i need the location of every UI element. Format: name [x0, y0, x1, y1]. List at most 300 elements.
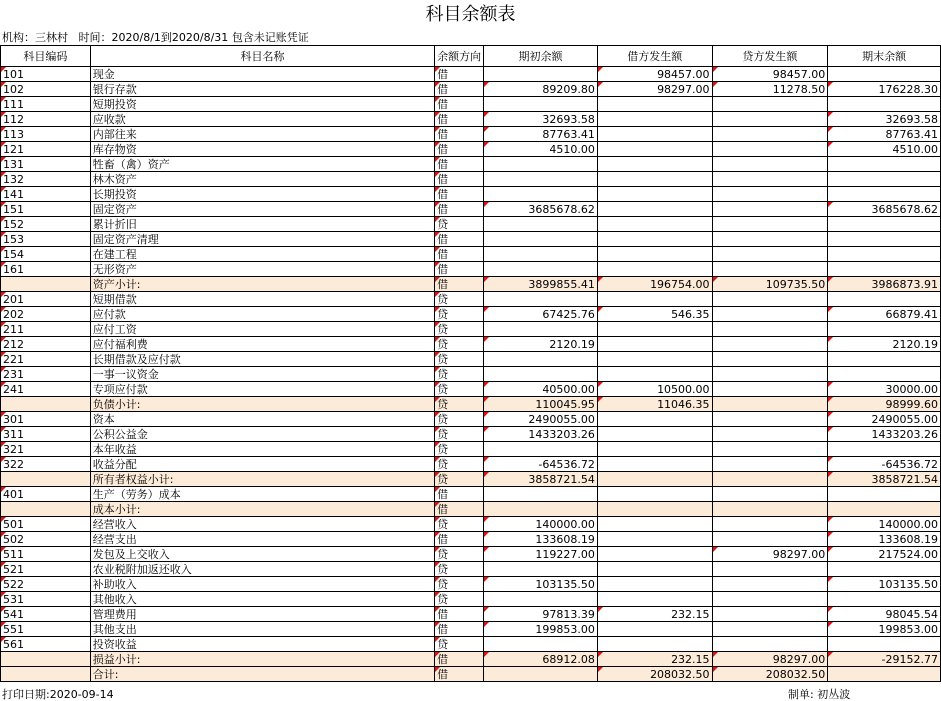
subtotal-row	[1, 652, 941, 667]
cell-name: 资产小计:	[90, 277, 434, 292]
cell-opening: 119227.00	[484, 547, 598, 562]
cell-direction: 贷	[435, 322, 484, 337]
cell-code: 322	[1, 457, 91, 472]
cell-closing	[828, 352, 941, 367]
cell-closing: 2120.19	[828, 337, 941, 352]
table-row	[1, 262, 941, 277]
cell-closing: 217524.00	[828, 547, 941, 562]
cell-credit	[712, 112, 828, 127]
cell-credit	[712, 622, 828, 637]
cell-direction: 贷	[435, 472, 484, 487]
cell-opening	[484, 487, 598, 502]
cell-debit	[597, 427, 712, 442]
cell-code: 541	[1, 607, 91, 622]
cell-name: 应付福利费	[90, 337, 434, 352]
table-row	[1, 517, 941, 532]
total-row	[1, 667, 941, 682]
cell-closing: 32693.58	[828, 112, 941, 127]
cell-name: 负债小计:	[90, 397, 434, 412]
cell-opening	[484, 352, 598, 367]
cell-debit	[597, 337, 712, 352]
cell-code: 401	[1, 487, 91, 502]
cell-credit	[712, 367, 828, 382]
subtotal-row	[1, 277, 941, 292]
time-label: 时间：	[78, 31, 112, 44]
cell-direction: 借	[435, 112, 484, 127]
table-row	[1, 322, 941, 337]
col-header-opening: 期初余额	[484, 46, 598, 67]
cell-closing: 176228.30	[828, 82, 941, 97]
cell-credit: 109735.50	[712, 277, 828, 292]
cell-closing	[828, 367, 941, 382]
cell-credit	[712, 127, 828, 142]
cell-code: 241	[1, 382, 91, 397]
cell-code: 112	[1, 112, 91, 127]
cell-debit	[597, 637, 712, 652]
cell-code: 501	[1, 517, 91, 532]
cell-debit	[597, 562, 712, 577]
cell-name: 合计:	[90, 667, 434, 682]
cell-direction: 借	[435, 502, 484, 517]
table-row	[1, 532, 941, 547]
print-date	[2, 688, 114, 701]
cell-closing	[828, 187, 941, 202]
cell-opening	[484, 217, 598, 232]
cell-opening: 40500.00	[484, 382, 598, 397]
cell-opening	[484, 97, 598, 112]
cell-credit	[712, 577, 828, 592]
cell-direction: 贷	[435, 382, 484, 397]
cell-debit	[597, 547, 712, 562]
cell-credit	[712, 217, 828, 232]
table-row	[1, 172, 941, 187]
cell-closing	[828, 217, 941, 232]
cell-code: 113	[1, 127, 91, 142]
cell-code: 521	[1, 562, 91, 577]
table-row	[1, 337, 941, 352]
cell-opening	[484, 262, 598, 277]
cell-credit	[712, 457, 828, 472]
cell-credit: 98297.00	[712, 547, 828, 562]
cell-debit	[597, 217, 712, 232]
cell-closing: 199853.00	[828, 622, 941, 637]
cell-direction: 贷	[435, 592, 484, 607]
cell-code: 102	[1, 82, 91, 97]
cell-debit: 11046.35	[597, 397, 712, 412]
cell-name: 投资收益	[90, 637, 434, 652]
org-value: 三林村	[35, 31, 68, 44]
cell-debit	[597, 292, 712, 307]
cell-name: 农业税附加返还收入	[90, 562, 434, 577]
table-row	[1, 217, 941, 232]
cell-name: 其他支出	[90, 622, 434, 637]
cell-credit	[712, 502, 828, 517]
col-header-credit: 贷方发生额	[712, 46, 828, 67]
cell-direction: 借	[435, 142, 484, 157]
cell-opening	[484, 232, 598, 247]
cell-name: 长期借款及应付款	[90, 352, 434, 367]
cell-closing: 4510.00	[828, 142, 941, 157]
cell-credit	[712, 532, 828, 547]
subtotal-row	[1, 472, 941, 487]
cell-name: 应付款	[90, 307, 434, 322]
cell-code: 231	[1, 367, 91, 382]
subtotal-row	[1, 502, 941, 517]
cell-credit	[712, 427, 828, 442]
cell-closing	[828, 637, 941, 652]
cell-credit	[712, 442, 828, 457]
cell-closing	[828, 67, 941, 82]
cell-code: 551	[1, 622, 91, 637]
cell-direction: 借	[435, 247, 484, 262]
subtotal-row	[1, 397, 941, 412]
cell-credit	[712, 232, 828, 247]
cell-opening	[484, 562, 598, 577]
cell-name: 固定资产	[90, 202, 434, 217]
maker-value: 初丛波	[817, 688, 851, 701]
cell-direction: 借	[435, 262, 484, 277]
cell-credit: 11278.50	[712, 82, 828, 97]
cell-debit	[597, 472, 712, 487]
cell-direction: 借	[435, 187, 484, 202]
cell-direction: 贷	[435, 637, 484, 652]
table-row	[1, 442, 941, 457]
maker	[788, 688, 850, 701]
report-meta	[2, 31, 309, 45]
cell-closing: 133608.19	[828, 532, 941, 547]
cell-closing	[828, 97, 941, 112]
cell-direction: 借	[435, 607, 484, 622]
cell-code: 522	[1, 577, 91, 592]
table-row	[1, 157, 941, 172]
cell-closing: 66879.41	[828, 307, 941, 322]
cell-debit: 232.15	[597, 652, 712, 667]
cell-debit	[597, 622, 712, 637]
cell-code: 161	[1, 262, 91, 277]
col-header-closing: 期末余额	[828, 46, 941, 67]
cell-closing: 98999.60	[828, 397, 941, 412]
cell-credit: 98297.00	[712, 652, 828, 667]
cell-code: 221	[1, 352, 91, 367]
cell-opening	[484, 292, 598, 307]
cell-opening: 3858721.54	[484, 472, 598, 487]
cell-direction: 借	[435, 172, 484, 187]
cell-closing: 3986873.91	[828, 277, 941, 292]
cell-name: 专项应付款	[90, 382, 434, 397]
cell-opening	[484, 187, 598, 202]
cell-debit: 232.15	[597, 607, 712, 622]
cell-debit	[597, 322, 712, 337]
table-row	[1, 367, 941, 382]
table-row	[1, 592, 941, 607]
cell-debit: 208032.50	[597, 667, 712, 682]
cell-credit	[712, 637, 828, 652]
cell-code: 152	[1, 217, 91, 232]
org-label: 机构：	[2, 31, 35, 44]
cell-debit	[597, 352, 712, 367]
col-header-code: 科目编码	[1, 46, 91, 67]
cell-code: 132	[1, 172, 91, 187]
cell-code: 502	[1, 532, 91, 547]
table-row	[1, 202, 941, 217]
cell-debit	[597, 202, 712, 217]
cell-debit	[597, 517, 712, 532]
cell-closing: 2490055.00	[828, 412, 941, 427]
col-header-direction: 余额方向	[435, 46, 484, 67]
cell-debit	[597, 412, 712, 427]
cell-debit	[597, 577, 712, 592]
cell-opening: 32693.58	[484, 112, 598, 127]
cell-opening	[484, 157, 598, 172]
cell-debit	[597, 97, 712, 112]
cell-direction: 借	[435, 202, 484, 217]
cell-credit	[712, 292, 828, 307]
cell-credit	[712, 97, 828, 112]
cell-opening: 67425.76	[484, 307, 598, 322]
cell-closing	[828, 292, 941, 307]
cell-credit: 98457.00	[712, 67, 828, 82]
cell-opening	[484, 592, 598, 607]
cell-code	[1, 652, 91, 667]
cell-opening: 2120.19	[484, 337, 598, 352]
cell-debit: 98297.00	[597, 82, 712, 97]
cell-closing: -29152.77	[828, 652, 941, 667]
cell-code: 101	[1, 67, 91, 82]
cell-closing	[828, 592, 941, 607]
table-row	[1, 112, 941, 127]
cell-code: 301	[1, 412, 91, 427]
cell-direction: 贷	[435, 562, 484, 577]
table-row	[1, 67, 941, 82]
table-row	[1, 97, 941, 112]
cell-name: 林木资产	[90, 172, 434, 187]
cell-debit	[597, 592, 712, 607]
cell-debit	[597, 157, 712, 172]
cell-credit	[712, 187, 828, 202]
cell-debit	[597, 142, 712, 157]
table-row	[1, 352, 941, 367]
col-header-debit: 借方发生额	[597, 46, 712, 67]
cell-opening: 3899855.41	[484, 277, 598, 292]
table-row	[1, 427, 941, 442]
cell-debit	[597, 487, 712, 502]
cell-closing	[828, 157, 941, 172]
cell-name: 发包及上交收入	[90, 547, 434, 562]
cell-code	[1, 472, 91, 487]
cell-code: 311	[1, 427, 91, 442]
table-row	[1, 622, 941, 637]
cell-code	[1, 667, 91, 682]
cell-opening	[484, 442, 598, 457]
cell-closing: 87763.41	[828, 127, 941, 142]
table-row	[1, 577, 941, 592]
table-row	[1, 457, 941, 472]
cell-opening	[484, 367, 598, 382]
cell-debit: 98457.00	[597, 67, 712, 82]
cell-direction: 借	[435, 532, 484, 547]
cell-direction: 借	[435, 652, 484, 667]
cell-direction: 贷	[435, 442, 484, 457]
cell-code: 531	[1, 592, 91, 607]
cell-closing	[828, 502, 941, 517]
table-row	[1, 487, 941, 502]
cell-opening	[484, 67, 598, 82]
cell-direction: 借	[435, 487, 484, 502]
cell-direction: 贷	[435, 457, 484, 472]
period-value: 2020/8/1到2020/8/31	[111, 31, 229, 44]
cell-name: 一事一议资金	[90, 367, 434, 382]
balance-table	[0, 45, 941, 682]
cell-opening	[484, 172, 598, 187]
cell-direction: 贷	[435, 517, 484, 532]
cell-credit	[712, 172, 828, 187]
cell-name: 在建工程	[90, 247, 434, 262]
cell-direction: 贷	[435, 337, 484, 352]
cell-code: 201	[1, 292, 91, 307]
cell-opening: 140000.00	[484, 517, 598, 532]
cell-debit	[597, 442, 712, 457]
cell-opening	[484, 667, 598, 682]
table-row	[1, 637, 941, 652]
cell-name: 固定资产清理	[90, 232, 434, 247]
cell-name: 成本小计:	[90, 502, 434, 517]
cell-debit: 196754.00	[597, 277, 712, 292]
print-date-value: 2020-09-14	[49, 688, 114, 701]
cell-opening	[484, 322, 598, 337]
cell-direction: 借	[435, 667, 484, 682]
cell-debit	[597, 262, 712, 277]
cell-credit	[712, 592, 828, 607]
cell-code: 321	[1, 442, 91, 457]
cell-credit	[712, 142, 828, 157]
cell-direction: 贷	[435, 547, 484, 562]
cell-code	[1, 397, 91, 412]
cell-closing	[828, 322, 941, 337]
cell-credit	[712, 517, 828, 532]
cell-name: 牲畜（禽）资产	[90, 157, 434, 172]
cell-name: 短期借款	[90, 292, 434, 307]
cell-closing	[828, 232, 941, 247]
cell-direction: 贷	[435, 352, 484, 367]
cell-name: 经营收入	[90, 517, 434, 532]
cell-credit	[712, 322, 828, 337]
cell-code: 151	[1, 202, 91, 217]
cell-direction: 借	[435, 157, 484, 172]
cell-credit	[712, 262, 828, 277]
cell-debit	[597, 247, 712, 262]
cell-debit	[597, 127, 712, 142]
cell-name: 短期投资	[90, 97, 434, 112]
table-row	[1, 232, 941, 247]
cell-name: 生产（劳务）成本	[90, 487, 434, 502]
cell-credit	[712, 157, 828, 172]
cell-opening	[484, 247, 598, 262]
cell-credit	[712, 337, 828, 352]
cell-closing: -64536.72	[828, 457, 941, 472]
cell-opening: 110045.95	[484, 397, 598, 412]
cell-opening: 89209.80	[484, 82, 598, 97]
cell-closing: 98045.54	[828, 607, 941, 622]
cell-opening: 199853.00	[484, 622, 598, 637]
cell-name: 经营支出	[90, 532, 434, 547]
cell-name: 公积公益金	[90, 427, 434, 442]
cell-credit	[712, 397, 828, 412]
cell-closing: 3858721.54	[828, 472, 941, 487]
cell-credit	[712, 352, 828, 367]
cell-name: 内部往来	[90, 127, 434, 142]
cell-code	[1, 502, 91, 517]
table-row	[1, 412, 941, 427]
cell-direction: 借	[435, 232, 484, 247]
cell-opening: 2490055.00	[484, 412, 598, 427]
cell-opening: 133608.19	[484, 532, 598, 547]
cell-closing: 1433203.26	[828, 427, 941, 442]
cell-credit	[712, 607, 828, 622]
cell-closing	[828, 562, 941, 577]
cell-direction: 贷	[435, 292, 484, 307]
cell-name: 管理费用	[90, 607, 434, 622]
cell-direction: 贷	[435, 412, 484, 427]
cell-closing: 3685678.62	[828, 202, 941, 217]
cell-direction: 贷	[435, 427, 484, 442]
cell-code: 561	[1, 637, 91, 652]
cell-name: 损益小计:	[90, 652, 434, 667]
cell-credit	[712, 487, 828, 502]
cell-debit	[597, 232, 712, 247]
cell-name: 无形资产	[90, 262, 434, 277]
cell-closing	[828, 442, 941, 457]
cell-direction: 借	[435, 67, 484, 82]
table-row	[1, 607, 941, 622]
cell-name: 其他收入	[90, 592, 434, 607]
cell-direction: 贷	[435, 367, 484, 382]
cell-opening: 4510.00	[484, 142, 598, 157]
cell-name: 长期投资	[90, 187, 434, 202]
cell-closing	[828, 262, 941, 277]
cell-direction: 贷	[435, 577, 484, 592]
table-row	[1, 247, 941, 262]
cell-code: 212	[1, 337, 91, 352]
cell-opening	[484, 637, 598, 652]
cell-direction: 贷	[435, 397, 484, 412]
cell-debit	[597, 367, 712, 382]
table-row	[1, 127, 941, 142]
cell-debit	[597, 532, 712, 547]
cell-opening: 87763.41	[484, 127, 598, 142]
cell-direction: 借	[435, 82, 484, 97]
cell-direction: 借	[435, 127, 484, 142]
cell-code: 202	[1, 307, 91, 322]
cell-name: 累计折旧	[90, 217, 434, 232]
table-row	[1, 142, 941, 157]
cell-direction: 借	[435, 277, 484, 292]
cell-credit	[712, 307, 828, 322]
cell-debit: 546.35	[597, 307, 712, 322]
cell-code: 511	[1, 547, 91, 562]
cell-closing	[828, 667, 941, 682]
cell-credit: 208032.50	[712, 667, 828, 682]
table-row	[1, 547, 941, 562]
header-row	[1, 46, 941, 67]
cell-debit	[597, 187, 712, 202]
cell-closing	[828, 172, 941, 187]
cell-credit	[712, 562, 828, 577]
cell-closing: 103135.50	[828, 577, 941, 592]
cell-name: 资本	[90, 412, 434, 427]
cell-debit	[597, 457, 712, 472]
cell-name: 应收款	[90, 112, 434, 127]
table-row	[1, 187, 941, 202]
